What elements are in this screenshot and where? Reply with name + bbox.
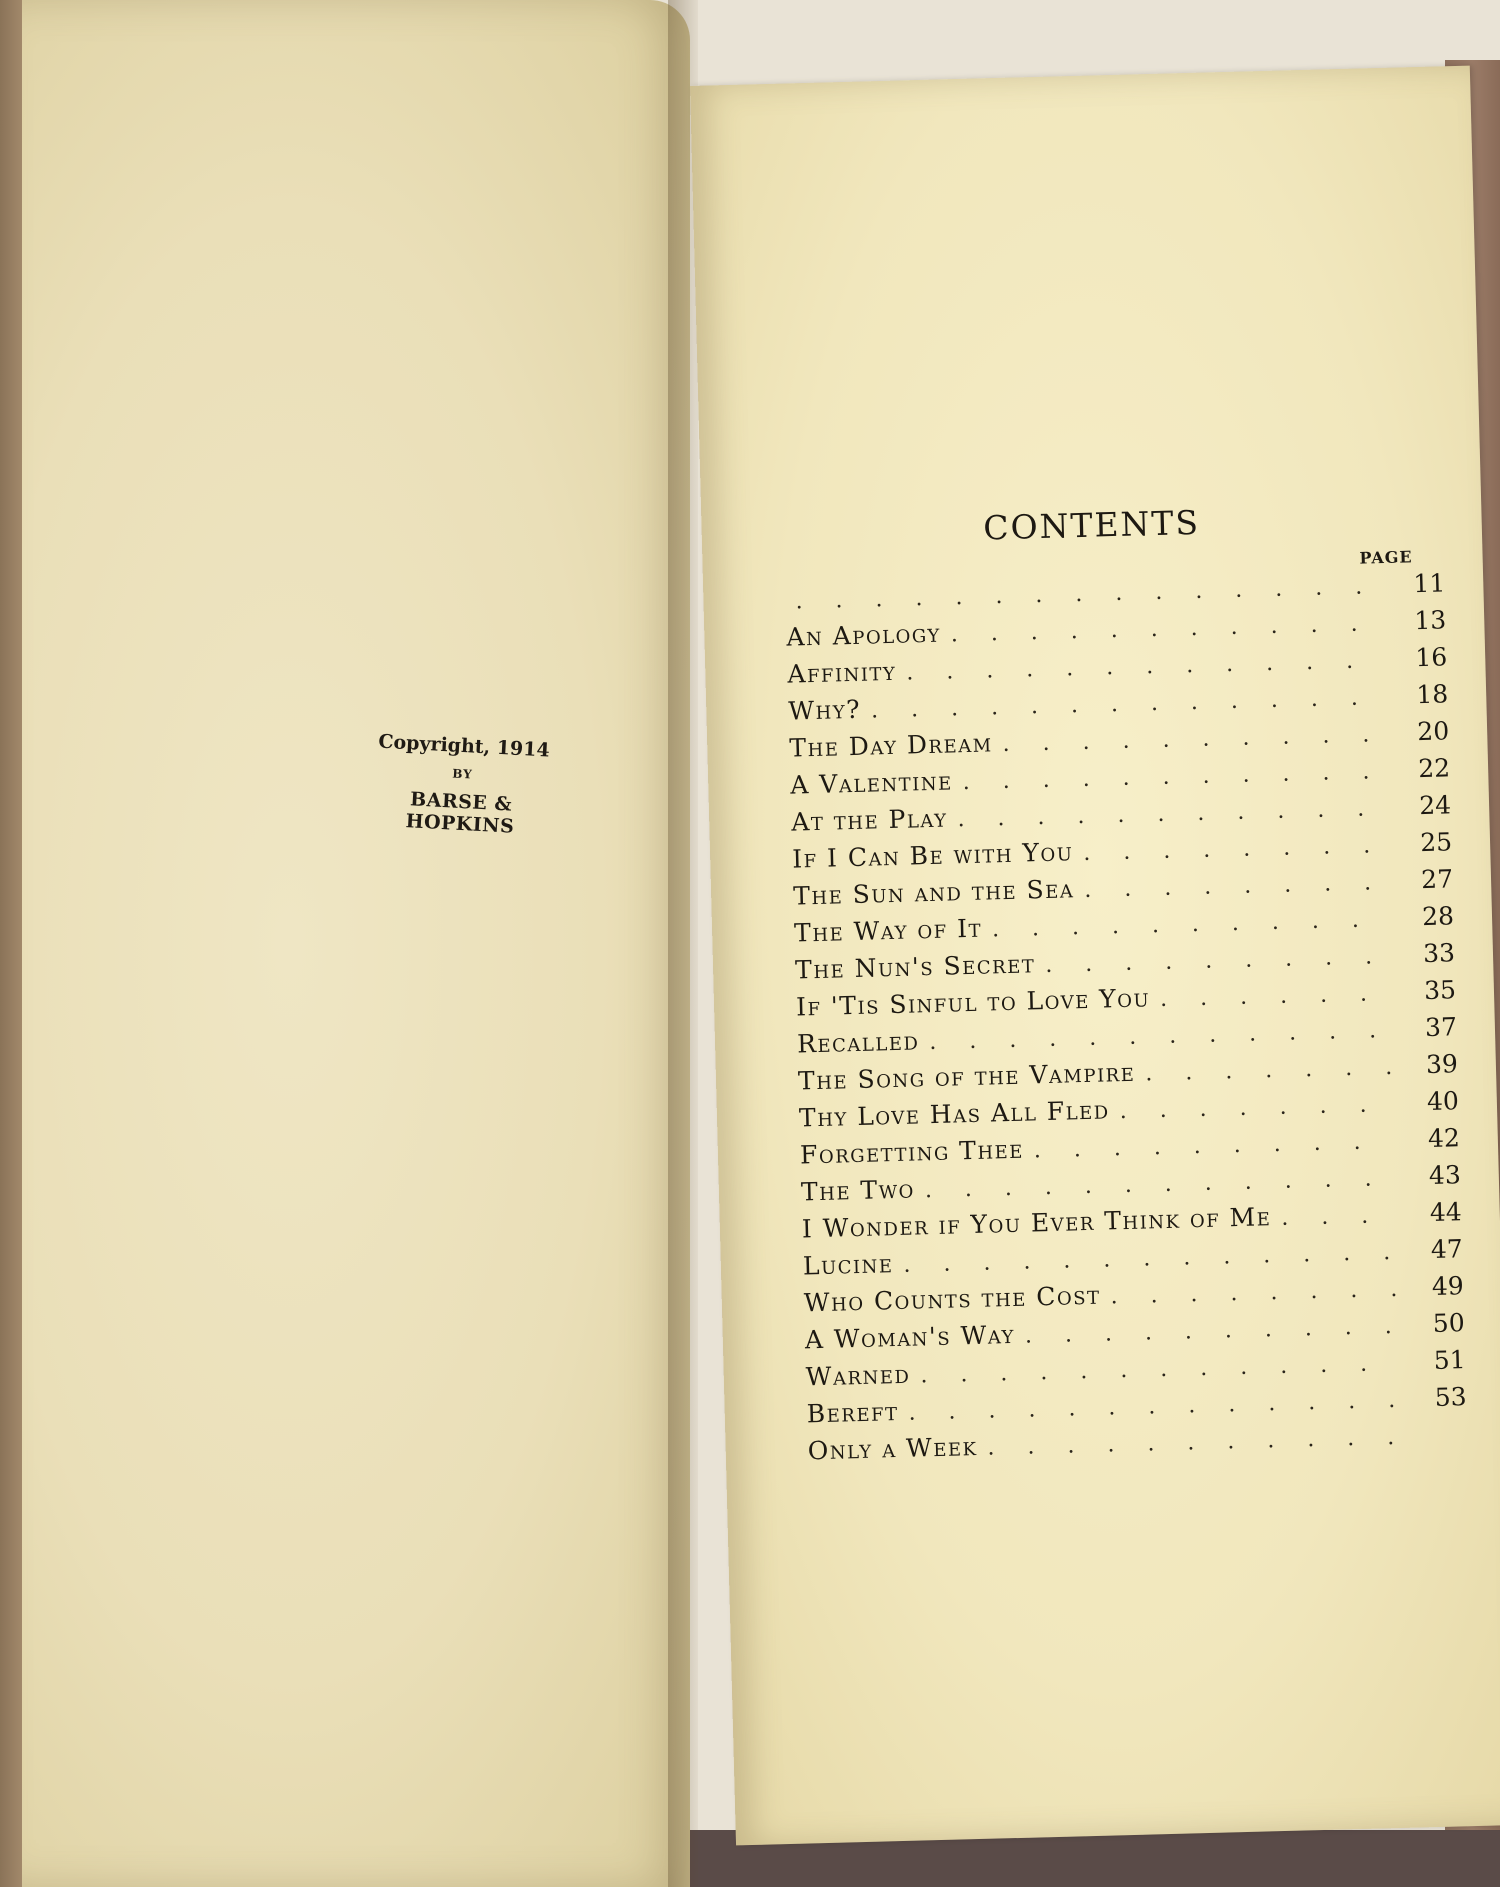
toc-entry-title: The Song of the Vampire (797, 1057, 1136, 1096)
leader-dots (1015, 1314, 1399, 1349)
toc-entry-page: 43 (1428, 1160, 1462, 1191)
toc-entry-title: A Woman's Way (804, 1319, 1016, 1355)
leader-dots (893, 1240, 1397, 1278)
toc-entry-page: 20 (1416, 716, 1450, 747)
leader-dots (952, 759, 1384, 795)
leader-dots (1024, 1129, 1395, 1164)
toc-entry-page: 22 (1417, 753, 1451, 784)
toc-entry-page: 42 (1427, 1123, 1461, 1154)
publisher-line: BARSE & HOPKINS (405, 788, 515, 838)
toc-entry-title: Only a Week (807, 1431, 978, 1466)
leader-dots (940, 611, 1380, 648)
table-of-contents (690, 66, 1500, 1846)
leader-dots (1035, 944, 1389, 978)
toc-entry-title: If I Can Be with You (791, 837, 1074, 874)
toc-entry-title: The Nun's Secret (794, 949, 1036, 985)
toc-entry-title: The Two (800, 1174, 916, 1207)
left-page (22, 0, 690, 1887)
copyright-block (360, 730, 565, 840)
leader-dots (1109, 1092, 1393, 1124)
book-gutter (668, 0, 698, 1887)
leader-dots (910, 1351, 1400, 1389)
toc-entry-title: Bereft (806, 1397, 899, 1429)
toc-entry-title: An Apology (786, 618, 942, 652)
leader-dots (1100, 1277, 1398, 1310)
toc-entry-title: At the Play (790, 803, 948, 837)
leader-dots (992, 722, 1383, 757)
toc-entry-title: Warned (805, 1359, 911, 1392)
toc-entry-page: 11 (1413, 568, 1446, 599)
toc-entry-page: 27 (1420, 864, 1454, 895)
toc-entry-page: 28 (1421, 901, 1455, 932)
toc-entry-page: 24 (1418, 790, 1452, 821)
toc-entry-title: If 'Tis Sinful to Love You (795, 983, 1151, 1022)
leader-dots (919, 1018, 1391, 1055)
toc-entry-title: A Valentine (789, 766, 954, 800)
by-line: BY (451, 766, 474, 782)
toc-entry-page: 16 (1415, 642, 1448, 673)
toc-entry-page: 35 (1423, 975, 1457, 1006)
leader-dots (1074, 870, 1387, 903)
toc-entry-page (1402, 1442, 1468, 1444)
toc-entry-page: 37 (1424, 1012, 1458, 1043)
leader-dots (898, 1388, 1401, 1426)
leader-dots (1271, 1203, 1396, 1231)
copyright-line: Copyright, 1914 (377, 730, 551, 762)
leader-dots (982, 907, 1389, 943)
book-cover-bottom-edge (560, 1830, 1500, 1887)
toc-entry-page: 44 (1429, 1197, 1463, 1228)
toc-entry-title: Why? (788, 694, 862, 726)
toc-entry-title: Affinity (787, 656, 897, 689)
toc-entry-title: Recalled (796, 1026, 920, 1059)
toc-entry-title: Lucine (802, 1249, 894, 1281)
toc-entry-page: 49 (1431, 1271, 1465, 1301)
toc-entry-page: 33 (1422, 938, 1456, 969)
toc-entry-page: 51 (1433, 1345, 1466, 1375)
leader-dots (1073, 833, 1386, 866)
toc-entry-title: The Sun and the Sea (792, 874, 1075, 911)
toc-entry-page: 18 (1415, 679, 1449, 710)
toc-entry-page: 40 (1426, 1086, 1460, 1117)
leader-dots (1135, 1055, 1392, 1087)
leader-dots (977, 1425, 1402, 1461)
contents-heading: CONTENTS (982, 502, 1201, 548)
right-page (690, 66, 1500, 1846)
toc-entry-title: Forgetting Thee (799, 1134, 1025, 1170)
leader-dots (896, 648, 1382, 686)
leader-dots (861, 685, 1383, 724)
leader-dots (915, 1166, 1396, 1204)
page-column-label: PAGE (1359, 547, 1413, 568)
toc-entry-page: 50 (1432, 1308, 1466, 1338)
leader-dots (947, 796, 1385, 832)
toc-entry-title: I Wonder if You Ever Think of Me (801, 1202, 1272, 1244)
toc-entry-page: 25 (1419, 827, 1453, 858)
toc-entry-page: 53 (1434, 1382, 1467, 1412)
leader-dots (1150, 981, 1391, 1012)
toc-entry-page: 13 (1414, 605, 1447, 636)
toc-entry-title: Who Counts the Cost (803, 1280, 1101, 1318)
toc-entry-page: 47 (1430, 1234, 1464, 1264)
toc-entry-title: Thy Love Has All Fled (798, 1095, 1111, 1133)
toc-entry-title: The Day Dream (788, 728, 993, 763)
toc-entry-page: 39 (1425, 1049, 1459, 1080)
toc-entry-title: The Way of It (793, 913, 983, 948)
